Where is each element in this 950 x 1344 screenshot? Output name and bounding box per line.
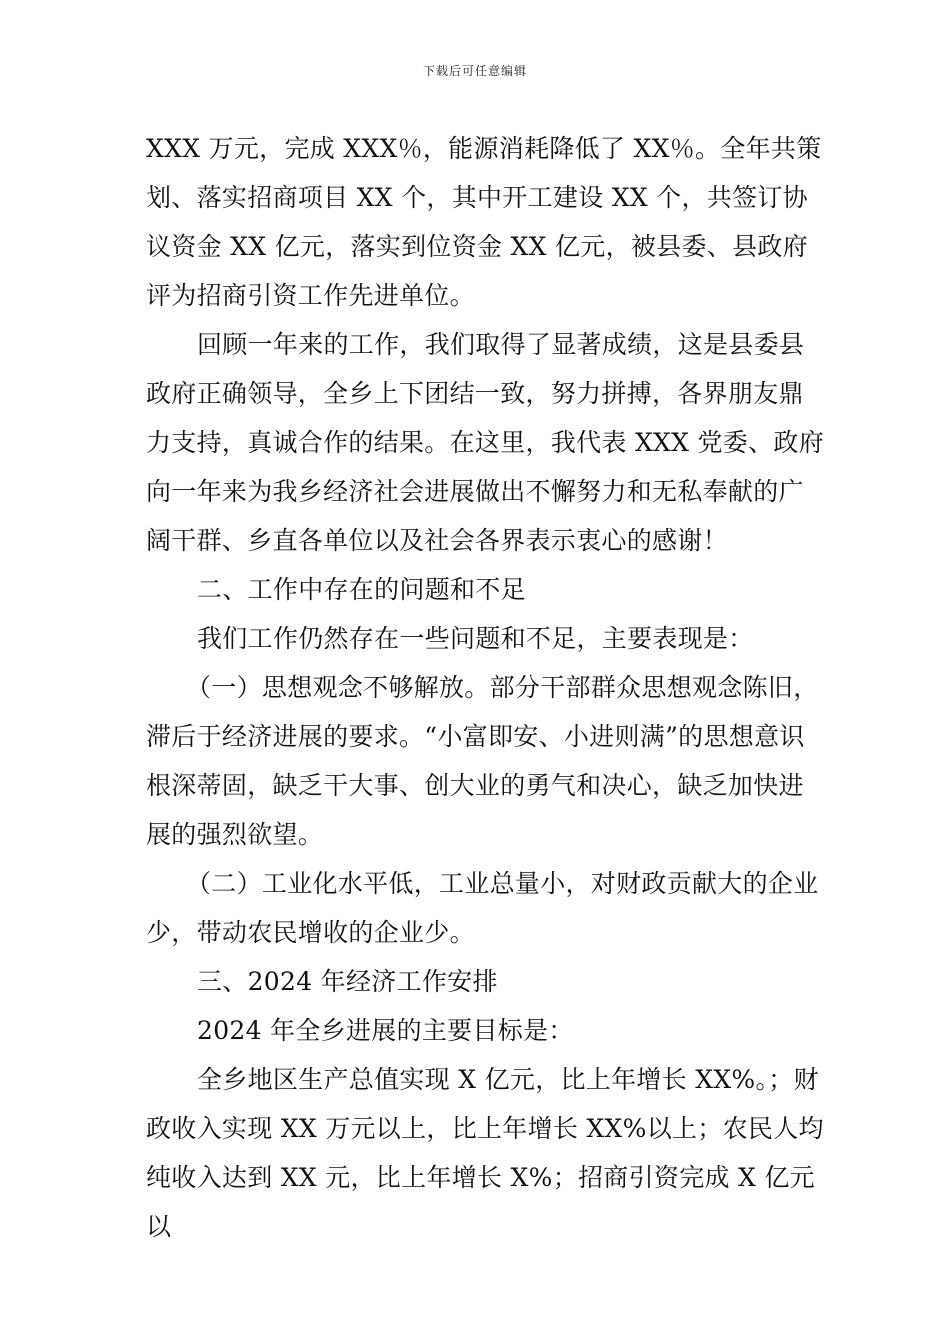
paragraph-1: XXX 万元，完成 XXX％，能源消耗降低了 XX％。全年共策划、落实招商项目 XX 个，其中开工建设 XX 个，共签订协议资金 XX 亿元，落实到位资金 XX 亿元，被县委、县政府评为招商引资工作先进单位。 [146, 134, 822, 310]
page-header: 下载后可任意编辑 [422, 64, 527, 78]
paragraph-2: 回顾一年来的工作，我们取得了显著成绩，这是县委县政府正确领导，全乡上下团结一致，努力拼搏，各界朋友鼎力支持，真诚合作的结果。在这里，我代表 XXX 党委、政府向一年来为我乡经济社会进展做出不懈努力和无私奉献的广阔干群、乡直各单位以及社会各界表示衷心的感谢！ [146, 330, 824, 555]
paragraph-4: （一）思想观念不够解放。部分干部群众思想观念陈旧，滞后于经济进展的要求。“小富即安、小进则满”的思想意识根深蒂固，缺乏干大事、创大业的勇气和决心，缺乏加快进展的强烈欲望。 [146, 673, 819, 849]
paragraph-3: 我们工作仍然存在一些问题和不足，主要表现是： [197, 624, 754, 653]
paragraph-6: 2024 年全乡进展的主要目标是： [197, 1016, 574, 1045]
section-heading-2: 二、工作中存在的问题和不足 [197, 575, 526, 604]
section-heading-3: 三、2024 年经济工作安排 [197, 967, 498, 996]
document-body [146, 124, 826, 1251]
paragraph-5: （二）工业化水平低，工业总量小，对财政贡献大的企业少，带动农民增收的企业少。 [146, 869, 819, 947]
paragraph-7: 全乡地区生产总值实现 X 亿元，比上年增长 XX%。；财政收入实现 XX 万元以上，比上年增长 XX%以上；农民人均纯收入达到 XX 元，比上年增长 X%；招商引资完成 X 亿元以 [146, 1065, 824, 1241]
